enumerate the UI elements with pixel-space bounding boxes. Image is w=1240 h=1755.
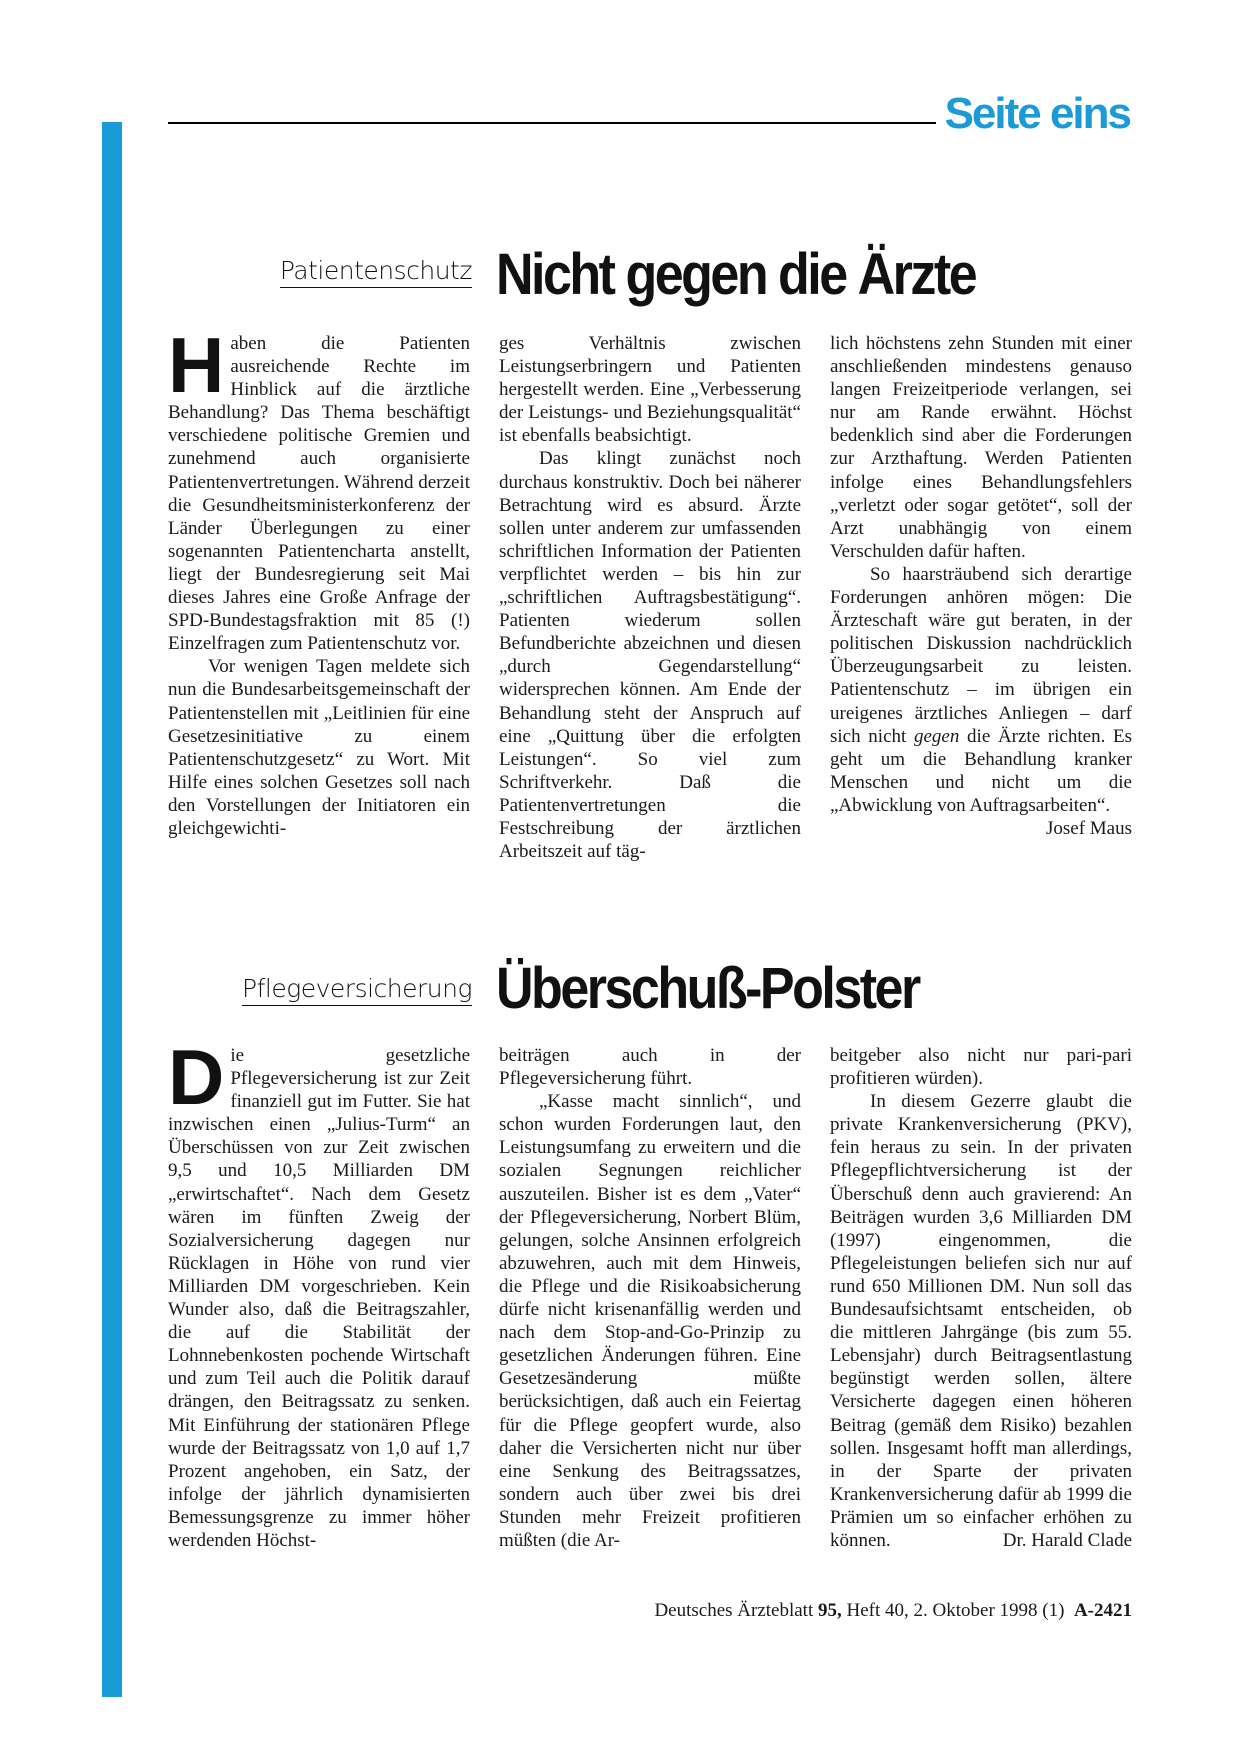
article2-paragraph: beitgeber also nicht nur pari-pari profitieren würden).	[830, 1045, 1132, 1090]
article1-author: Josef Maus	[1045, 817, 1132, 839]
article1-column-2	[499, 332, 801, 863]
article1-text-run: So haarsträubend sich derartige Forderungen anhören mögen: Die Ärzteschaft wäre gut beraten, in der politischen Diskussion nachdrücklich Überzeugungsarbeit zu leisten. Patientenschutz – im übrigen ein ureigenes ärztliches Anliegen – darf sich nicht	[830, 563, 1132, 747]
article2-kicker: Pflegeversicherung	[242, 976, 472, 1006]
article1-paragraph: aben die Patienten ausreichende Rechte im Hinblick auf die ärztliche Behandlung? Das Thema beschäftigt verschiedene politische Gremien und zunehmend auch organisierte Patientenvertretungen. Während derzeit die Gesundheitsministerkonferenz der Länder Überlegungen zu einer sogenannten Patientencharta anstellt, liegt der Bundesregierung seit Mai dieses Jahres eine Große Anfrage der SPD-Bundestagsfraktion mit 85 (!) Einzelfragen zum Patientenschutz vor.	[168, 333, 470, 655]
article2-column-3	[830, 1044, 1132, 1552]
article2-paragraph: ie gesetzliche Pflegeversicherung ist zur Zeit finanziell gut im Futter. Sie hat inzwischen einen „Julius-Turm“ an Überschüssen von zur Zeit zwischen 9,5 und 10,5 Milliarden DM „erwirtschaftet“. Nach dem Gesetz wären im fünften Zweig der Sozialversicherung dagegen nur Rücklagen in Höhe von rund vier Milliarden DM vorgeschrieben. Kein Wunder also, daß die Beitragszahler, die auf die Stabilität der Lohnnebenkosten pochende Wirtschaft und zum Teil auch die Politik darauf drängen, den Beitragssatz zu senken. Mit Einführung der stationären Pflege wurde der Beitragssatz von 1,0 auf 1,7 Prozent angehoben, ein Satz, der infolge der jährlich dynamisierten Bemessungsgrenze zu immer höher werdenden Höchst-	[168, 1045, 470, 1551]
article2-paragraph	[830, 1090, 1132, 1552]
section-label: Seite eins	[944, 89, 1130, 138]
article1-kicker: Patientenschutz	[280, 258, 472, 288]
article1-paragraph: lich höchstens zehn Stunden mit einer anschließenden mindestens genauso langen Freizeitperiode verlangen, sei nur am Rande erwähnt. Höchst bedenklich sind aber die Forderungen zur Arzthaftung. Werden Patienten infolge eines Behandlungsfehlers „verletzt oder sogar getötet“, soll der Arzt unabhängig von einem Verschulden dafür haften.	[830, 333, 1132, 562]
article1-text-run: die Ärzte richten. Es geht um die Behandlung kranker Menschen und nicht um die „Abwicklung von Auftragsarbeiten“.	[830, 725, 1133, 816]
article2-dropcap: D	[168, 1033, 225, 1121]
article2-paragraph: „Kasse macht sinnlich“, und schon wurden Forderungen laut, den Leistungsumfang zu erweitern und die sozialen Segnungen reichlicher auszuteilen. Bisher ist es dem „Vater“ der Pflegeversicherung, Norbert Blüm, gelungen, solche Ansinnen erfolgreich abzuwehren, auch mit dem Hinweis, die Pflege und die Risikoabsicherung dürfe nicht krisenanfällig werden und nach dem Stop-and-Go-Prinzip zu gesetzlichen Änderungen führen. Eine Gesetzesänderung müßte berücksichtigen, daß auch ein Feiertag für die Pflege geopfert wurde, also daher die Versicherten nicht nur über eine Senkung des Beitragssatzes, sondern auch über zwei bis drei Stunden mehr Freizeit profitieren müßten (die Ar-	[499, 1091, 801, 1551]
article1-column-3	[830, 332, 1132, 863]
footer-journal: Deutsches Ärzteblatt	[654, 1600, 814, 1621]
article1-paragraph	[830, 563, 1133, 839]
article2-column-2	[499, 1044, 801, 1552]
article2-author: Dr. Harald Clade	[1002, 1529, 1132, 1551]
footer-volume: 95,	[818, 1600, 842, 1621]
article2-headline: Überschuß-Polster	[496, 956, 919, 1022]
article1-paragraph: Das klingt zunächst noch durchaus konstruktiv. Doch bei näherer Betrachtung wird es absurd. Ärzte sollen unter anderem zur umfassenden schriftlichen Information der Patienten verpflichtet werden – bis hin zur „schriftlichen Auftragsbestätigung“. Patienten wiederum sollen Befundberichte abzeichnen und diesen „durch Gegendarstellung“ widersprechen können. Am Ende der Behandlung steht der Anspruch auf eine „Quittung über die erfolgten Leistungen“. So viel zum Schriftverkehr. Daß die Patientenvertretungen die Festschreibung der ärztlichen Arbeitszeit auf täg-	[499, 448, 801, 863]
page-footer	[654, 1600, 1132, 1622]
article2-body	[168, 1033, 1132, 1552]
article1-column-1	[168, 321, 470, 863]
article1-paragraph: Vor wenigen Tagen meldete sich nun die Bundesarbeitsgemeinschaft der Patientenstellen mit „Leitlinien für eine Gesetzesinitiative zu einem Patientenschutzgesetz“ zu Wort. Mit Hilfe eines solchen Gesetzes soll nach den Vorstellungen der Initiatoren ein gleichgewichti-	[168, 656, 470, 839]
header-rule	[168, 122, 936, 124]
footer-issue: Heft 40, 2. Oktober 1998 (1)	[846, 1600, 1065, 1621]
article1-paragraph: ges Verhältnis zwischen Leistungserbringern und Patienten hergestellt werden. Eine „Verbesserung der Leistungs- und Beziehungsqualität“ ist ebenfalls beabsichtigt.	[499, 333, 801, 447]
article1-dropcap: H	[168, 321, 225, 409]
article2-text-run: In diesem Gezerre glaubt die private Krankenversicherung (PKV), fein heraus zu sein. In der privaten Pflegepflichtversicherung ist der Überschuß denn auch gravierend: An Beiträgen wurden 3,6 Milliarden DM (1997) eingenommen, die Pflegeleistungen beliefen sich nur auf rund 650 Millionen DM. Nun soll das Bundesaufsichtsamt entscheiden, ob die mittleren Jahrgänge (bis zum 55. Lebensjahr) durch Beitragsentlastung begünstigt werden sollen, ältere Versicherte dagegen einen höheren Beitrag (gemäß dem Risiko) bezahlen sollen. Insgesamt hofft man allerdings, in der Sparte der privaten Krankenversicherung dafür ab 1999 die Prämien um so einfacher erhöhen zu können.	[830, 1091, 1132, 1551]
margin-color-bar	[102, 122, 122, 1697]
article2-paragraph: beiträgen auch in der Pflegeversicherung führt.	[499, 1045, 801, 1090]
article1-emphasis: gegen	[913, 725, 960, 747]
article1-body	[168, 321, 1133, 863]
article1-headline: Nicht gegen die Ärzte	[496, 242, 976, 308]
footer-page-number: A-2421	[1073, 1600, 1132, 1621]
article2-column-1	[168, 1033, 470, 1552]
